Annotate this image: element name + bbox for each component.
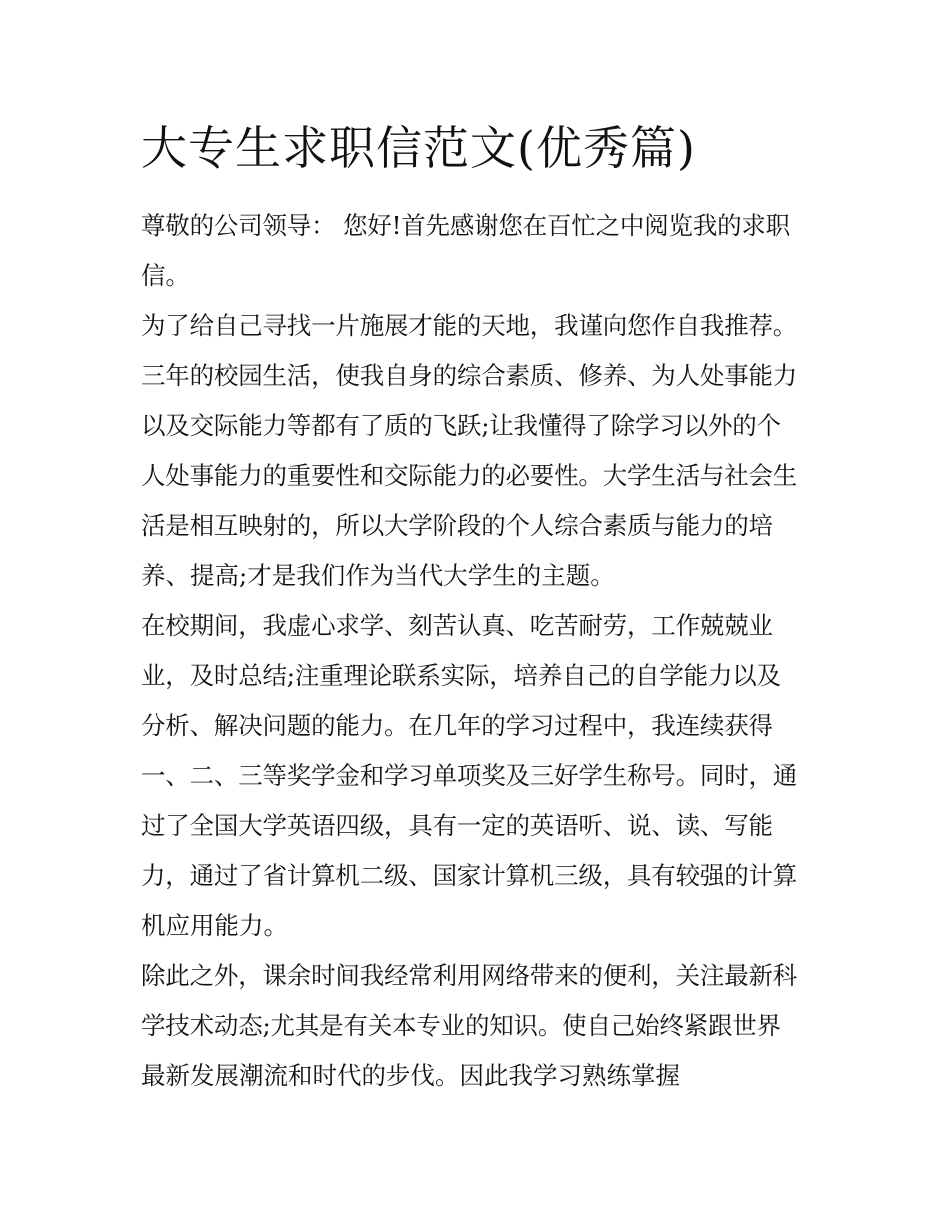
text-line: 三年的校园生活，使我自身的综合素质、修养、为人处事能力 — [141, 361, 798, 390]
text-line: 尊敬的公司领导： 您好!首先感谢您在百忙之中阅览我的求职 — [141, 211, 791, 240]
paragraph-self-introduction — [141, 301, 821, 601]
text-line: 信。 — [141, 261, 190, 290]
paragraph-school-achievements — [141, 601, 821, 951]
text-line: 除此之外，课余时间我经常利用网络带来的便利，关注最新科 — [141, 961, 798, 990]
text-line: 为了给自己寻找一片施展才能的天地，我谨向您作自我推荐。 — [141, 311, 798, 340]
text-line: 过了全国大学英语四级，具有一定的英语听、说、读、写能 — [141, 811, 773, 840]
text-line: 在校期间，我虚心求学、刻苦认真、吃苦耐劳，工作兢兢业 — [141, 611, 773, 640]
text-line: 以及交际能力等都有了质的飞跃;让我懂得了除学习以外的个 — [141, 411, 781, 440]
text-line: 业，及时总结;注重理论联系实际，培养自己的自学能力以及 — [141, 661, 781, 690]
text-line: 机应用能力。 — [141, 911, 288, 940]
text-line: 人处事能力的重要性和交际能力的必要性。大学生活与社会生 — [141, 461, 798, 490]
paragraph-extracurricular — [141, 951, 821, 1101]
text-line: 最新发展潮流和时代的步伐。因此我学习熟练掌握 — [141, 1061, 680, 1090]
document-title: 大专生求职信范文(优秀篇) — [141, 121, 696, 175]
text-line: 力，通过了省计算机二级、国家计算机三级，具有较强的计算 — [141, 861, 798, 890]
text-line: 一、二、三等奖学金和学习单项奖及三好学生称号。同时，通 — [141, 761, 798, 790]
text-line: 分析、解决问题的能力。在几年的学习过程中，我连续获得 — [141, 711, 773, 740]
text-line: 活是相互映射的，所以大学阶段的个人综合素质与能力的培 — [141, 511, 773, 540]
text-line: 养、提高;才是我们作为当代大学生的主题。 — [141, 561, 615, 590]
document-body — [141, 118, 821, 1101]
text-line: 学技术动态;尤其是有关本专业的知识。使自己始终紧跟世界 — [141, 1011, 781, 1040]
paragraph-greeting — [141, 201, 821, 301]
